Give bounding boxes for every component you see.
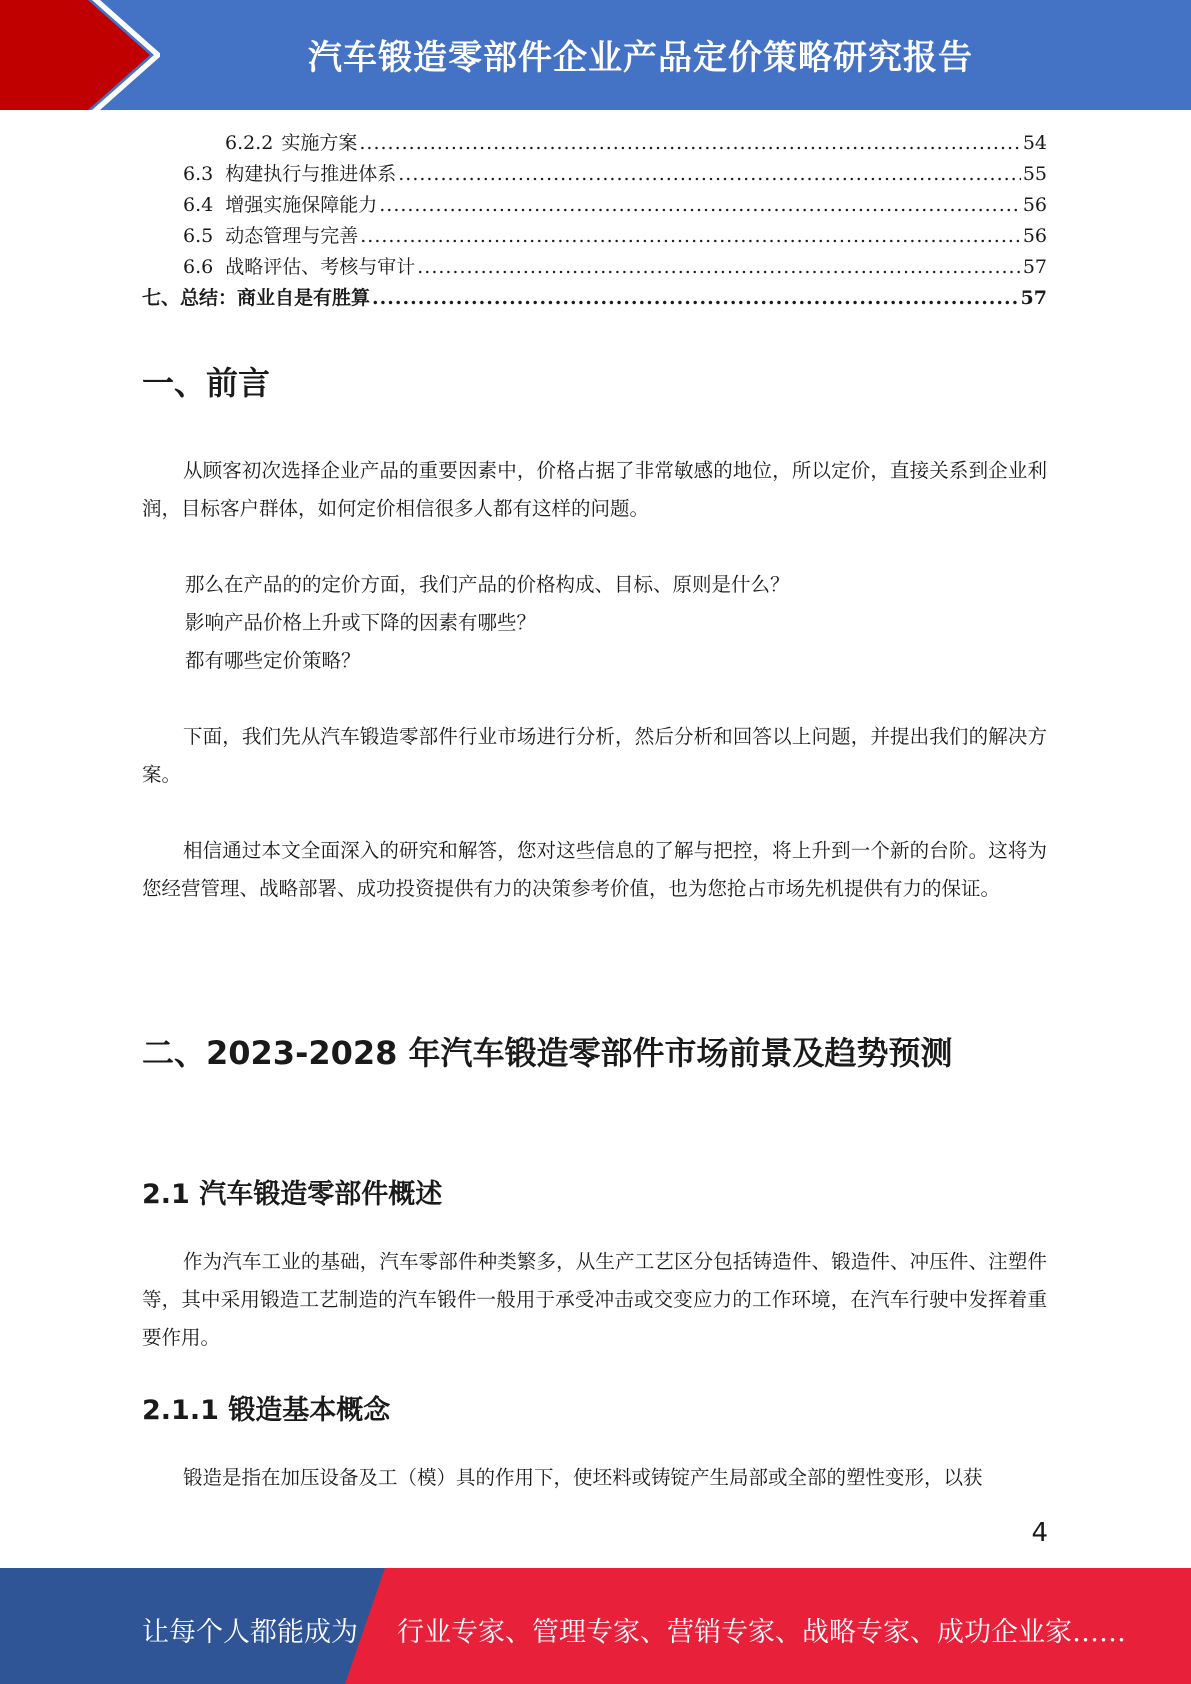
section-heading: 二、2023-2028 年汽车锻造零部件市场前景及趋势预测 (142, 1034, 953, 1072)
toc-label: 实施方案 (281, 132, 358, 154)
toc-page: 54 (1022, 132, 1047, 154)
paragraph: 相信通过本文全面深入的研究和解答，您对这些信息的了解与把控，将上升到一个新的台阶。这将为您经营管理、战略部署、成功投资提供有力的决策参考价值，也为您抢占市场先机提供有力的保证。 (142, 839, 1047, 900)
page-header (0, 0, 1191, 110)
toc-label: 七、总结：商业自是有胜算 (142, 287, 371, 309)
section-heading: 一、前言 (142, 364, 271, 402)
toc-leader (360, 222, 1021, 250)
question-line: 那么在产品的的定价方面，我们产品的价格构成、目标、原则是什么？ (185, 573, 790, 596)
footer-roles: 行业专家、管理专家、营销专家、战略专家、成功企业家…… (397, 1617, 1126, 1648)
toc-number: 6.6 (183, 256, 214, 278)
paragraph: 作为汽车工业的基础，汽车零部件种类繁多，从生产工艺区分包括铸造件、锻造件、冲压件、注塑件等，其中采用锻造工艺制造的汽车锻件一般用于承受冲击或交变应力的工作环境，在汽车行驶中发挥着重要作用。 (142, 1250, 1047, 1349)
toc-label: 增强实施保障能力 (225, 194, 378, 216)
toc-label: 动态管理与完善 (225, 225, 359, 247)
toc-page: 56 (1022, 194, 1047, 216)
toc-page: 56 (1022, 225, 1047, 247)
question-line: 影响产品价格上升或下降的因素有哪些？ (185, 611, 537, 634)
footer-slogan: 让每个人都能成为 (142, 1617, 358, 1648)
toc-entry[interactable] (183, 191, 1047, 219)
toc-entry[interactable] (183, 253, 1047, 281)
toc-number: 6.2.2 (225, 132, 274, 154)
toc-page: 57 (1022, 256, 1047, 278)
toc-page: 55 (1022, 163, 1047, 185)
toc-number: 6.5 (183, 225, 214, 247)
subsection-heading: 2.1.1 锻造基本概念 (142, 1395, 391, 1426)
toc-entry[interactable] (142, 284, 1047, 312)
toc-leader (379, 191, 1021, 219)
toc-label: 构建执行与推进体系 (225, 163, 397, 185)
toc-number: 6.3 (183, 163, 214, 185)
toc-leader (398, 160, 1021, 188)
header-arrow-decoration (0, 0, 160, 110)
report-title: 汽车锻造零部件企业产品定价策略研究报告 (308, 38, 973, 78)
page-number: 4 (1031, 1518, 1048, 1548)
toc-leader (359, 129, 1020, 157)
toc-leader (417, 253, 1021, 281)
toc-page: 57 (1020, 287, 1047, 309)
page-footer (0, 1568, 1191, 1684)
paragraph: 锻造是指在加压设备及工（模）具的作用下，使坯料或铸锭产生局部或全部的塑性变形，以获 (183, 1466, 983, 1489)
subsection-heading: 2.1 汽车锻造零部件概述 (142, 1179, 443, 1210)
toc-entry[interactable] (183, 160, 1047, 188)
toc-leader (372, 284, 1019, 312)
paragraph: 下面，我们先从汽车锻造零部件行业市场进行分析，然后分析和回答以上问题，并提出我们的解决方案。 (142, 725, 1047, 786)
toc-number: 6.4 (183, 194, 214, 216)
toc-label: 战略评估、考核与审计 (225, 256, 416, 278)
toc-entry[interactable] (183, 222, 1047, 250)
paragraph: 从顾客初次选择企业产品的重要因素中，价格占据了非常敏感的地位，所以定价，直接关系到企业利润，目标客户群体，如何定价相信很多人都有这样的问题。 (142, 459, 1047, 520)
question-line: 都有哪些定价策略？ (185, 649, 361, 672)
toc-entry[interactable] (225, 129, 1047, 157)
